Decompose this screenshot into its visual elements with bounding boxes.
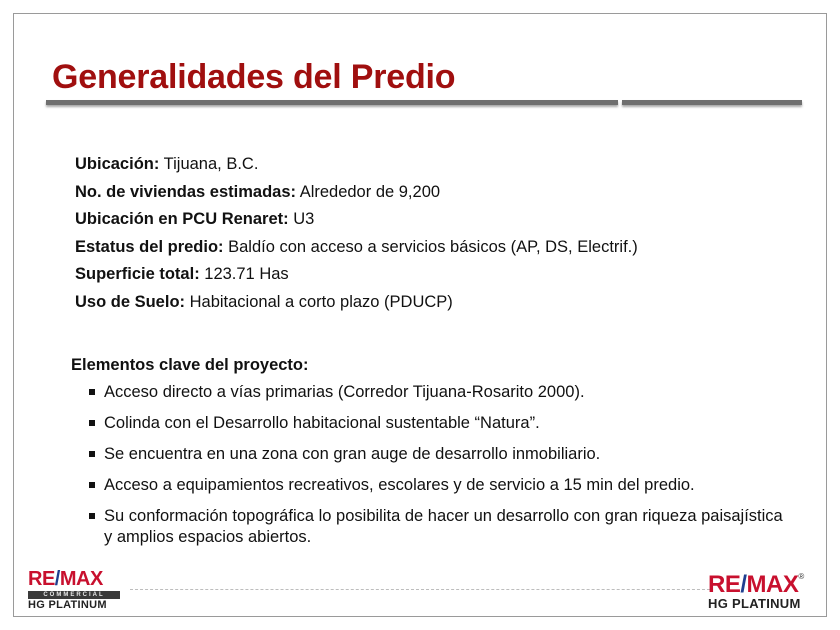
remax-logo [708, 573, 804, 610]
property-info-list [75, 151, 638, 316]
remax-commercial-logo [28, 569, 120, 611]
info-value: Habitacional a corto plazo (PDUCP) [185, 292, 453, 311]
info-row-pcu [75, 206, 638, 234]
info-value: Tijuana, B.C. [159, 155, 259, 173]
info-value: Baldío con acceso a servicios básicos (AP, DS, Electrif.) [223, 237, 638, 256]
key-elements-heading: Elementos clave del proyecto: [71, 356, 309, 374]
footer-divider [130, 589, 710, 590]
bullet-square-icon [89, 482, 95, 488]
list-item-text: Su conformación topográfica lo posibilita de hacer un desarrollo con gran riqueza paisajística y amplios espacios abiertos. [104, 507, 783, 546]
bullet-square-icon [89, 513, 95, 519]
info-value: U3 [288, 210, 315, 228]
info-value: 123.71 Has [199, 265, 289, 283]
key-elements-list [88, 382, 788, 558]
bullet-square-icon [89, 389, 95, 395]
list-item [88, 444, 788, 465]
list-item-text: Colinda con el Desarrollo habitacional sustentable “Natura”. [104, 414, 540, 432]
title-underline [46, 100, 802, 106]
list-item-text: Acceso a equipamientos recreativos, escolares y de servicio a 15 min del predio. [104, 476, 695, 494]
logo-max: MAX [59, 568, 103, 590]
logo-wordmark [708, 573, 804, 597]
bullet-square-icon [89, 420, 95, 426]
bullet-square-icon [89, 451, 95, 457]
info-label: Ubicación en PCU Renaret: [75, 210, 289, 228]
logo-slash: / [740, 571, 747, 598]
list-item [88, 413, 788, 434]
slide-title: Generalidades del Predio [52, 58, 456, 96]
logo-re: RE [28, 568, 55, 590]
info-label: Superficie total: [75, 265, 200, 283]
info-row-status [75, 234, 638, 262]
registered-mark: ® [798, 572, 804, 581]
info-label: Uso de Suelo: [75, 292, 186, 311]
logo-wordmark [28, 569, 120, 589]
title-underline-right [622, 100, 802, 105]
info-row-homes [75, 179, 638, 207]
list-item [88, 475, 788, 496]
info-row-area [75, 261, 638, 289]
info-label: Ubicación: [75, 155, 160, 173]
info-label: No. de viviendas estimadas: [75, 182, 297, 201]
info-row-location [75, 151, 638, 179]
title-underline-left [46, 100, 618, 105]
list-item [88, 382, 788, 403]
logo-subtitle: HG PLATINUM [708, 596, 801, 611]
list-item [88, 506, 788, 548]
logo-slash: / [54, 568, 60, 590]
logo-subtitle: HG PLATINUM [28, 599, 107, 611]
list-item-text: Se encuentra en una zona con gran auge de desarrollo inmobiliario. [104, 445, 601, 463]
info-row-land-use [75, 289, 638, 317]
list-item-text: Acceso directo a vías primarias (Corredor Tijuana-Rosarito 2000). [104, 383, 585, 401]
logo-max: MAX [746, 571, 799, 598]
info-value: Alrededor de 9,200 [296, 182, 441, 201]
logo-re: RE [708, 571, 741, 598]
info-label: Estatus del predio: [75, 237, 224, 256]
logo-commercial-band: COMMERCIAL [28, 591, 120, 599]
